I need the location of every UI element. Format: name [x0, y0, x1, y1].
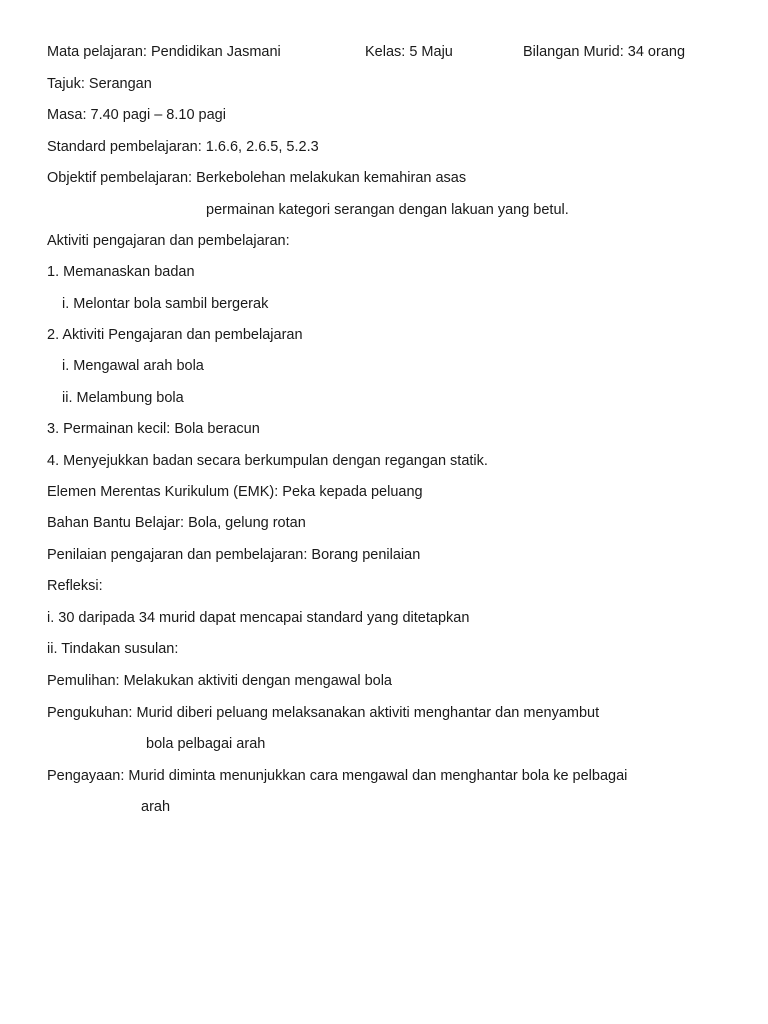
reinforcement-line-1: Pengukuhan: Murid diberi peluang melaksanakan aktiviti menghantar dan menyambut	[47, 705, 600, 721]
topic-line: Tajuk: Serangan	[47, 76, 152, 92]
students-count-line: Bilangan Murid: 34 orang	[523, 44, 686, 60]
enrichment-line-2: arah	[141, 799, 171, 815]
activity-main-item-ii: ii. Melambung bola	[62, 390, 184, 406]
activity-game: 3. Permainan kecil: Bola beracun	[47, 421, 260, 437]
activity-main: 2. Aktiviti Pengajaran dan pembelajaran	[47, 327, 303, 343]
objective-line-2: permainan kategori serangan dengan lakuan yang betul.	[206, 202, 569, 218]
time-line: Masa: 7.40 pagi – 8.10 pagi	[47, 107, 226, 123]
reflection-item-ii: ii. Tindakan susulan:	[47, 641, 179, 657]
activities-heading: Aktiviti pengajaran dan pembelajaran:	[47, 233, 290, 249]
remedial-line: Pemulihan: Melakukan aktiviti dengan mengawal bola	[47, 673, 392, 689]
objective-line-1: Objektif pembelajaran: Berkebolehan melakukan kemahiran asas	[47, 170, 467, 186]
subject-line: Mata pelajaran: Pendidikan Jasmani	[47, 44, 281, 60]
activity-main-item-i: i. Mengawal arah bola	[62, 358, 204, 374]
reflection-heading: Refleksi:	[47, 578, 103, 594]
emk-line: Elemen Merentas Kurikulum (EMK): Peka kepada peluang	[47, 484, 423, 500]
standards-line: Standard pembelajaran: 1.6.6, 2.6.5, 5.2.3	[47, 139, 319, 155]
assessment-line: Penilaian pengajaran dan pembelajaran: Borang penilaian	[47, 547, 421, 563]
class-line: Kelas: 5 Maju	[365, 44, 453, 60]
activity-cooldown: 4. Menyejukkan badan secara berkumpulan dengan regangan statik.	[47, 453, 488, 469]
activity-warmup: 1. Memanaskan badan	[47, 264, 195, 280]
activity-warmup-item-i: i. Melontar bola sambil bergerak	[62, 296, 269, 312]
enrichment-line-1: Pengayaan: Murid diminta menunjukkan cara mengawal dan menghantar bola ke pelbagai	[47, 768, 628, 784]
materials-line: Bahan Bantu Belajar: Bola, gelung rotan	[47, 515, 306, 531]
reflection-item-i: i. 30 daripada 34 murid dapat mencapai standard yang ditetapkan	[47, 610, 470, 626]
reinforcement-line-2: bola pelbagai arah	[146, 736, 266, 752]
